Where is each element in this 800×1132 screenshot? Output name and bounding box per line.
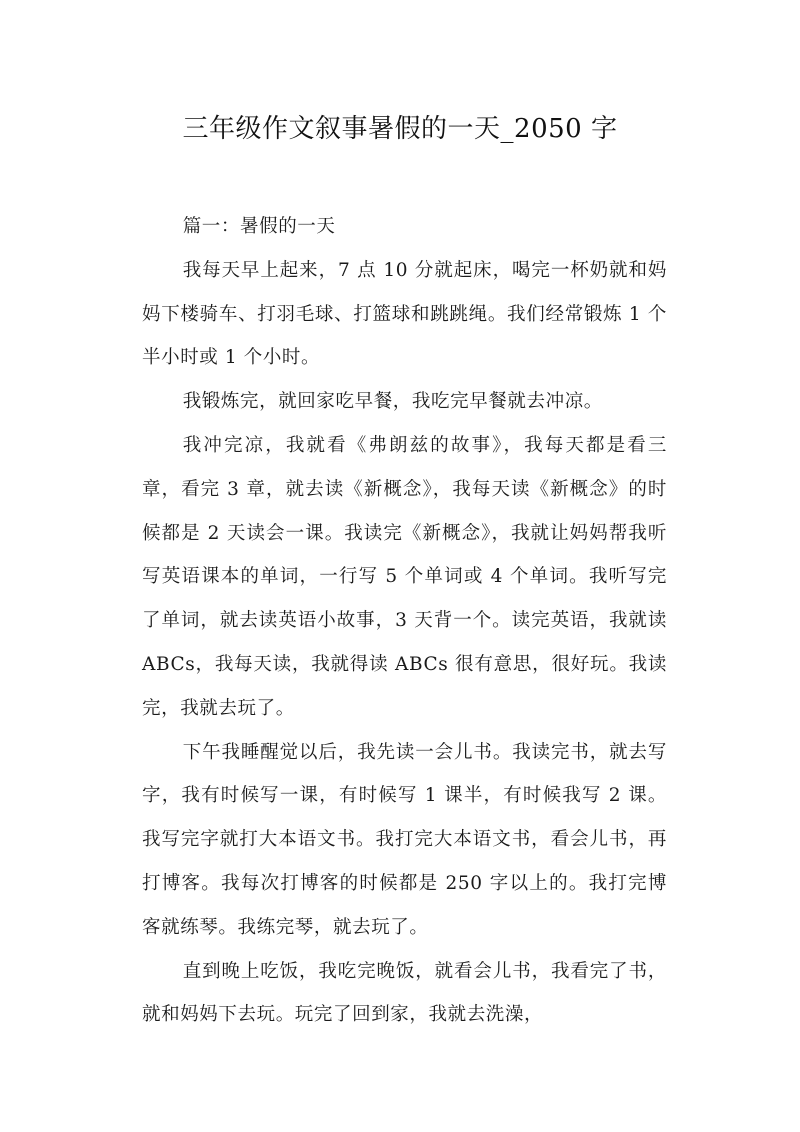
paragraph-1: 我每天早上起来，7 点 10 分就起床，喝完一杯奶就和妈妈下楼骑车、打羽毛球、打篮球和跳跳绳。我们经常锻炼 1 个半小时或 1 个小时。 — [142, 259, 667, 369]
paragraph-2: 我锻炼完，就回家吃早餐，我吃完早餐就去冲凉。 — [182, 391, 603, 413]
paragraph-5: 直到晚上吃饭，我吃完晚饭，就看会儿书，我看完了书，就和妈妈下去玩。玩完了回到家，我就去洗澡， — [142, 960, 667, 1026]
paragraph-4: 下午我睡醒觉以后，我先读一会儿书。我读完书，就去写字，我有时候写一课，有时候写 1 课半，有时候我写 2 课。我写完字就打大本语文书。我打完大本语文书，看会儿书，再打博客。我每次打博客的时候都是 250 字以上的。我打完博客就练琴。我练完琴，就去玩了。 — [142, 741, 667, 938]
section-heading: 篇一：暑假的一天 — [182, 216, 336, 237]
paragraph-3: 我冲完凉，我就看《弗朗兹的故事》，我每天都是看三章，看完 3 章，就去读《新概念》，我每天读《新概念》的时候都是 2 天读会一课。我读完《新概念》，我就让妈妈帮我听写英语课本的单词，一行写 5 个单词或 4 个单词。我听写完了单词，就去读英语小故事，3 天背一个。读完英语，我就读 ABCs，我每天读，我就得读 ABCs 很有意思，很好玩。我读完，我就去玩了。 — [142, 434, 667, 719]
document-title: 三年级作文叙事暑假的一天_2050 字 — [182, 114, 618, 144]
document-body — [142, 205, 667, 1037]
